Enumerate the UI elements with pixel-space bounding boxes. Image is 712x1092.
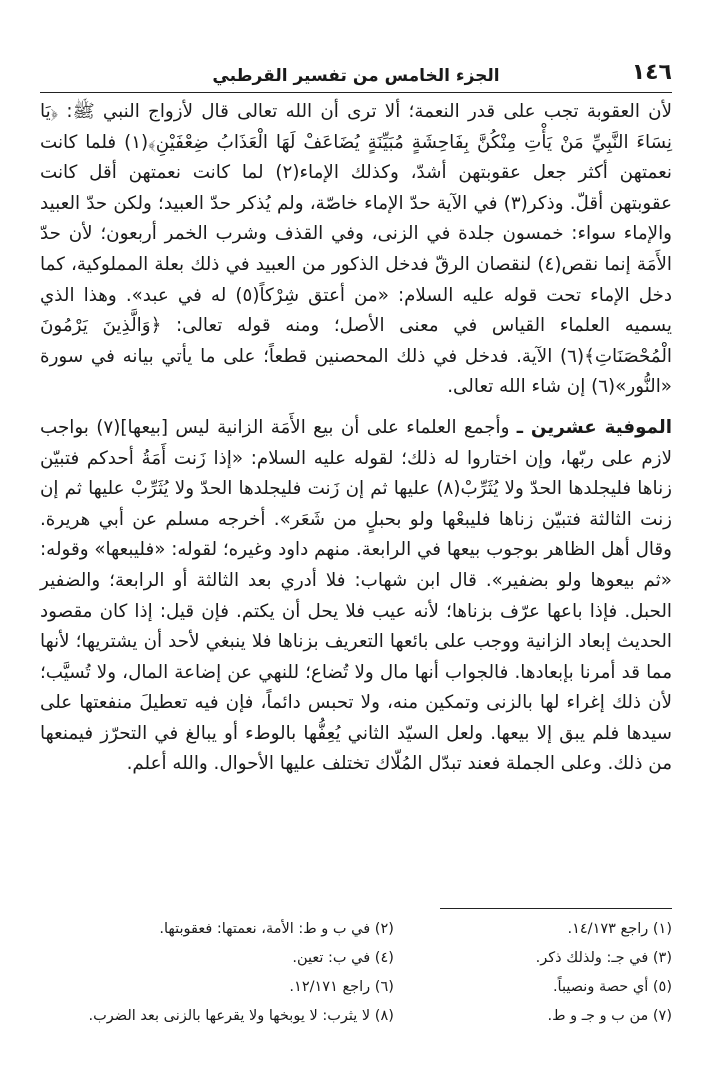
footnote-2: (٢) في ب و ط: الأمة، نعمتها: فعقوبتها.: [159, 921, 394, 937]
footnote-3: (٣) في جـ: ولذلك ذكر.: [535, 950, 672, 966]
footnote-1: (١) راجع ١٤/١٧٣.: [567, 921, 672, 937]
footnotes: [40, 918, 672, 1027]
paragraph-2-text: وأجمع العلماء على أن بيع الأَمَة الزانية ليس [بيعها](٧) بواجب لازم على ربّها، وإن اختاروا له ذلك؛ لقوله عليه السلام: «إذا زَنت أَمَةُ أحدكم فتبيّن زناها فليجلدها الحدّ ولا يُثَرِّبْ(٨) عليها ثم إن زَنت فليجلدها الحدّ ولا يُثَرِّبْ عليها ثم إن زنت الثالثة فتبيّن زناها فليبعْها ولو بحبلٍ من شَعَر». أخرجه مسلم عن أبي هريرة. وقال أهل الظاهر بوجوب بيعها في الرابعة. منهم داود وغيره؛ لقوله: «فليبعها» وقوله: «ثم بيعوها ولو بضفير». قال ابن شهاب: فلا أدري بعد الثالثة أو الرابعة؛ والضفير الحبل. فإذا باعها عرّف بزناها؛ لأنه عيب فلا يحل أن يكتم. فإن قيل: إذا كان مقصود الحديث إبعاد الزانية ووجب على بائعها التعريف بزناها فلا ينبغي لأحد أن يشتريها؛ لأنها مما قد أمرنا بإبعادها. فالجواب أنها مال ولا تُضاع؛ للنهي عن إضاعة المال، ولا تُسيَّب؛ لأن ذلك إغراء لها بالزنى وتمكين منه، ولا تحبس دائماً، فإن فيه تعطيلَ منفعتها على سيدها فلم يبق إلا بيعها. ولعل السيّد الثاني يُعِفُّها بالوطء أو يبالغ في التحرّز فيمنعها من ذلك. وعلى الجملة فعند تبدّل المُلّاك تختلف عليها الأحوال. والله أعلم.: [40, 416, 672, 775]
footnote-4: (٤) في ب: تعين.: [292, 950, 394, 966]
page-header: [40, 58, 672, 93]
paragraph-1: لأن العقوبة تجب على قدر النعمة؛ ألا ترى أن الله تعالى قال لأزواج النبي ﷺ: ﴿يَا نِسَاءَ النَّبِيِّ مَنْ يَأْتِ مِنْكُنَّ بِفَاحِشَةٍ مُبَيِّنَةٍ يُضَاعَفْ لَهَا الْعَذَابُ ضِعْفَيْنِ﴾(١) فلما كانت نعمتهن أكثر جعل عقوبتهن أشدّ، وكذلك الإماء(٢) لما كانت نعمتهن أقل كانت عقوبتهن أقلّ. وذكر(٣) في الآية حدّ الإماء خاصّة، ولم يُذكر حدّ العبيد؛ ولكن حدّ العبيد والإماء سواء: خمسون جلدة في الزنى، وفي القذف وشرب الخمر أربعون؛ لأن حدّ الأَمَة إنما نقص(٤) لنقصان الرقّ فدخل الذكور من العبيد في ذلك بعلة المملوكية، كما دخل الإماء تحت قوله عليه السلام: «من أعتق شِرْكاً(٥) له في عبد». وهذا الذي يسميه العلماء القياس في معنى الأصل؛ ومنه قوله تعالى: ﴿وَالَّذِينَ يَرْمُونَ الْمُحْصَنَاتِ﴾(٦) الآية. فدخل في ذلك المحصنين قطعاً؛ على ما يأتي بيانه في سورة «النُّور»(٦) إن شاء الله تعالى.: [40, 101, 672, 398]
footnote-divider: [440, 908, 672, 909]
section-heading: الموفية عشرين ـ: [516, 416, 672, 438]
footnote-5: (٥) أي حصة ونصيباً.: [552, 979, 672, 995]
footnote-8: (٨) لا يثرب: لا يوبخها ولا يقرعها بالزنى بعد الضرب.: [88, 1008, 394, 1024]
page-body: [40, 97, 672, 780]
footnote-7: (٧) من ب و جـ و ط.: [547, 1008, 672, 1024]
running-title: الجزء الخامس من تفسير القرطبي: [212, 66, 500, 86]
page-number: ١٤٦: [631, 60, 672, 85]
paragraph-2: [40, 413, 672, 780]
footnote-6: (٦) راجع ١٢/١٧١.: [289, 979, 394, 995]
